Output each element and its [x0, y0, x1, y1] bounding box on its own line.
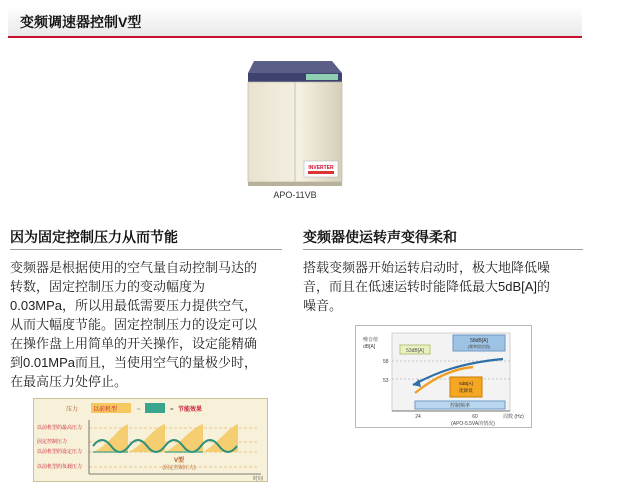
x-axis-label: 时间 — [253, 476, 264, 482]
row-load-pressure: 以前机型的负载压力 — [37, 464, 83, 470]
noise-y-title: 噪音值 — [363, 337, 379, 343]
text-line: 0.03MPa，所以用最低需要压力提供空气， — [10, 298, 258, 313]
legend-equals: = — [170, 407, 174, 413]
v-sub-label: (固定控制压力) — [162, 465, 196, 471]
row-fixed-pressure: 固定控制压力 — [37, 439, 68, 445]
text-line: 在最高压力处停止。 — [10, 374, 128, 389]
control-frequency-bar: 控制频率 — [449, 403, 471, 409]
page-header — [8, 6, 582, 38]
text-line: 在操作盘上用简单的开关操作，设定能精确 — [10, 336, 258, 351]
box-5db: 5dB[A] — [459, 381, 473, 386]
inverter-logo: INVERTER — [308, 165, 334, 171]
left-divider — [10, 249, 282, 250]
y-tick-58: 58 — [383, 359, 389, 365]
noise-diagram — [355, 325, 532, 428]
row-set-pressure: 以前机型的设定压力 — [37, 449, 83, 455]
energy-saving-text — [10, 258, 257, 391]
noise-y-unit: dB[A] — [363, 344, 376, 350]
x-tick-24: 24 — [415, 414, 421, 420]
v-label: V型 — [173, 458, 185, 464]
text-line: 音，而且在低速运转时能降低最大5dB[A]的 — [303, 279, 551, 294]
text-line: 变频器是根据使用的空气量自动控制马达的 — [10, 260, 258, 275]
product-caption: APO-11VB — [273, 190, 317, 200]
x-tick-60: 60 — [472, 414, 478, 420]
legend-before: 以前机型 — [93, 407, 118, 413]
row-max-pressure: 以前机型的最高压力 — [37, 425, 83, 431]
y-axis-title: 压力 — [65, 407, 78, 413]
pressure-diagram — [33, 398, 268, 482]
text-line: 转数，固定控制压力的变动幅度为 — [10, 279, 206, 294]
text-line: 噪音。 — [303, 298, 343, 313]
energy-saving-title: 因为固定控制压力从而节能 — [10, 229, 178, 245]
noise-reduction-title: 变频器使运转声变得柔和 — [303, 229, 457, 245]
y-tick-53: 53 — [383, 378, 389, 384]
legend-dash: ~ — [137, 407, 141, 413]
box-53db: 53dB[A] — [406, 348, 424, 354]
box-58db-sub: (频率固定值) — [467, 344, 491, 349]
x-unit: 周数 (Hz) — [503, 414, 524, 420]
legend-effect: 节能效果 — [178, 407, 203, 413]
box-5db-sub: 能降低 — [459, 388, 473, 393]
text-line: 搭载变频器开始运转启动时，极大地降低噪 — [303, 260, 551, 275]
noise-reduction-text — [303, 258, 550, 315]
chart-note: (APO-5.5VA的情况) — [451, 421, 495, 427]
text-line: 从而大幅度节能。固定控制压力的设定可以 — [10, 317, 258, 332]
text-line: 到0.01MPa而且，当使用空气的量极少时， — [10, 355, 258, 370]
box-58db: 58dB[A] — [470, 338, 488, 344]
compressor-product-image — [246, 53, 344, 188]
page-title: 变频调速器控制V型 — [20, 14, 142, 30]
right-divider — [303, 249, 583, 250]
legend-teal-swatch — [145, 403, 165, 413]
